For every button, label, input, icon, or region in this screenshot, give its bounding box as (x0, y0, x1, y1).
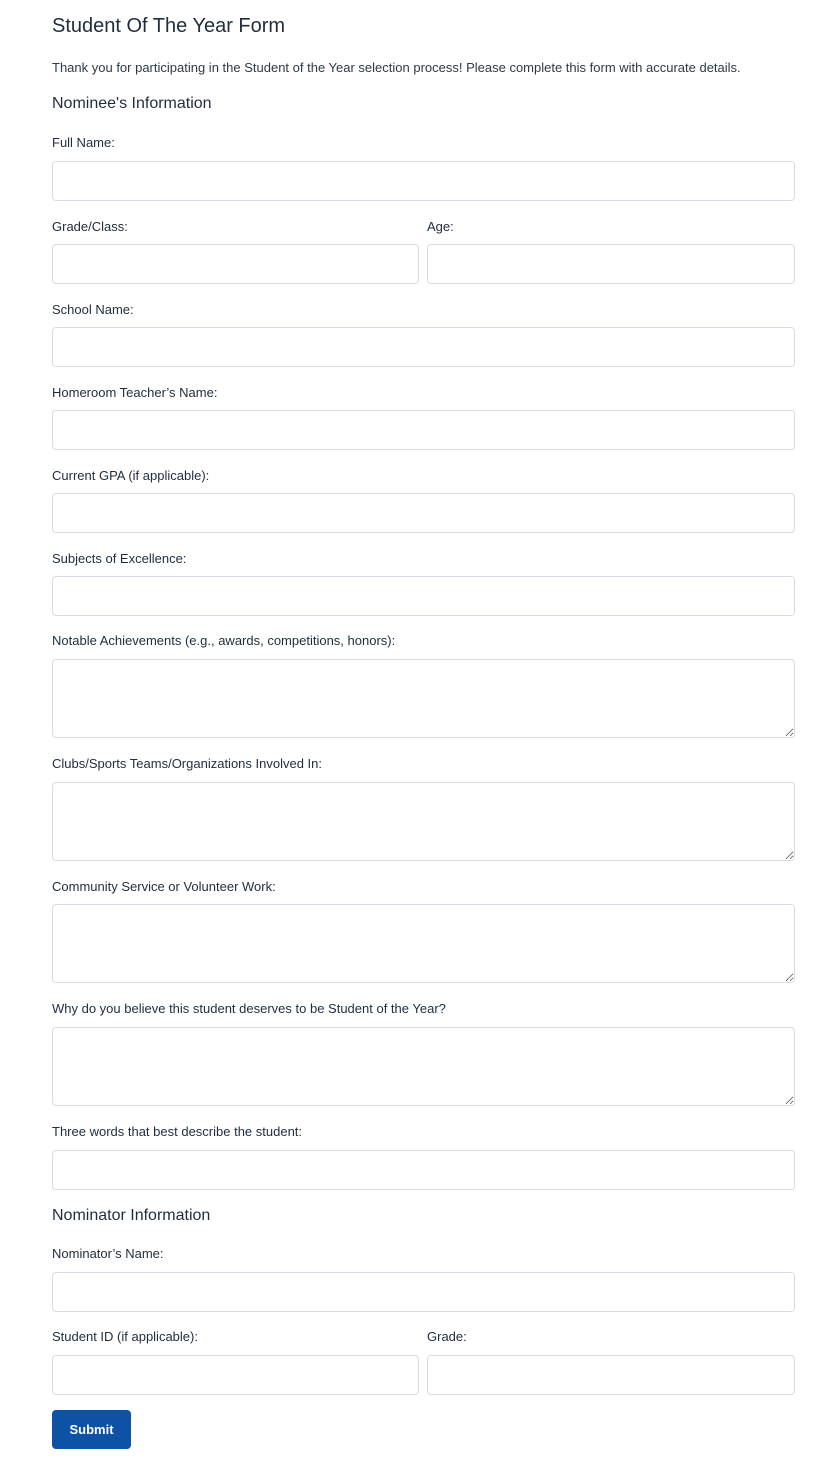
homeroom-teacher-input[interactable] (52, 410, 795, 450)
three-words-label: Three words that best describe the student: (52, 1124, 303, 1139)
grade-label: Grade: (427, 1329, 467, 1344)
form-intro: Thank you for participating in the Student of the Year selection process! Please complete this form with accurate details. (52, 60, 741, 75)
submit-button[interactable]: Submit (52, 1410, 131, 1449)
current-gpa-input[interactable] (52, 493, 795, 533)
school-name-label: School Name: (52, 302, 134, 317)
notable-achievements-textarea[interactable] (52, 659, 795, 738)
notable-achievements-label: Notable Achievements (e.g., awards, competitions, honors): (52, 633, 396, 648)
nominator-section-heading: Nominator Information (52, 1207, 211, 1224)
why-deserves-textarea[interactable] (52, 1027, 795, 1106)
subjects-excellence-input[interactable] (52, 576, 795, 616)
full-name-label: Full Name: (52, 135, 115, 150)
form-title: Student Of The Year Form (52, 15, 286, 37)
community-service-textarea[interactable] (52, 904, 795, 983)
nominee-section-heading: Nominee's Information (52, 95, 212, 112)
full-name-input[interactable] (52, 161, 795, 201)
age-label: Age: (427, 219, 454, 234)
clubs-teams-textarea[interactable] (52, 782, 795, 861)
why-deserves-label: Why do you believe this student deserves to be Student of the Year? (52, 1001, 446, 1016)
grade-class-label: Grade/Class: (52, 219, 128, 234)
grade-input[interactable] (427, 1355, 795, 1395)
grade-class-input[interactable] (52, 244, 419, 284)
student-id-input[interactable] (52, 1355, 419, 1395)
student-id-label: Student ID (if applicable): (52, 1329, 198, 1344)
age-input[interactable] (427, 244, 795, 284)
nominator-name-input[interactable] (52, 1272, 795, 1312)
homeroom-teacher-label: Homeroom Teacher’s Name: (52, 385, 218, 400)
community-service-label: Community Service or Volunteer Work: (52, 879, 276, 894)
three-words-input[interactable] (52, 1150, 795, 1190)
nominator-name-label: Nominator’s Name: (52, 1246, 164, 1261)
subjects-excellence-label: Subjects of Excellence: (52, 551, 187, 566)
clubs-teams-label: Clubs/Sports Teams/Organizations Involved In: (52, 756, 323, 771)
school-name-input[interactable] (52, 327, 795, 367)
current-gpa-label: Current GPA (if applicable): (52, 468, 210, 483)
